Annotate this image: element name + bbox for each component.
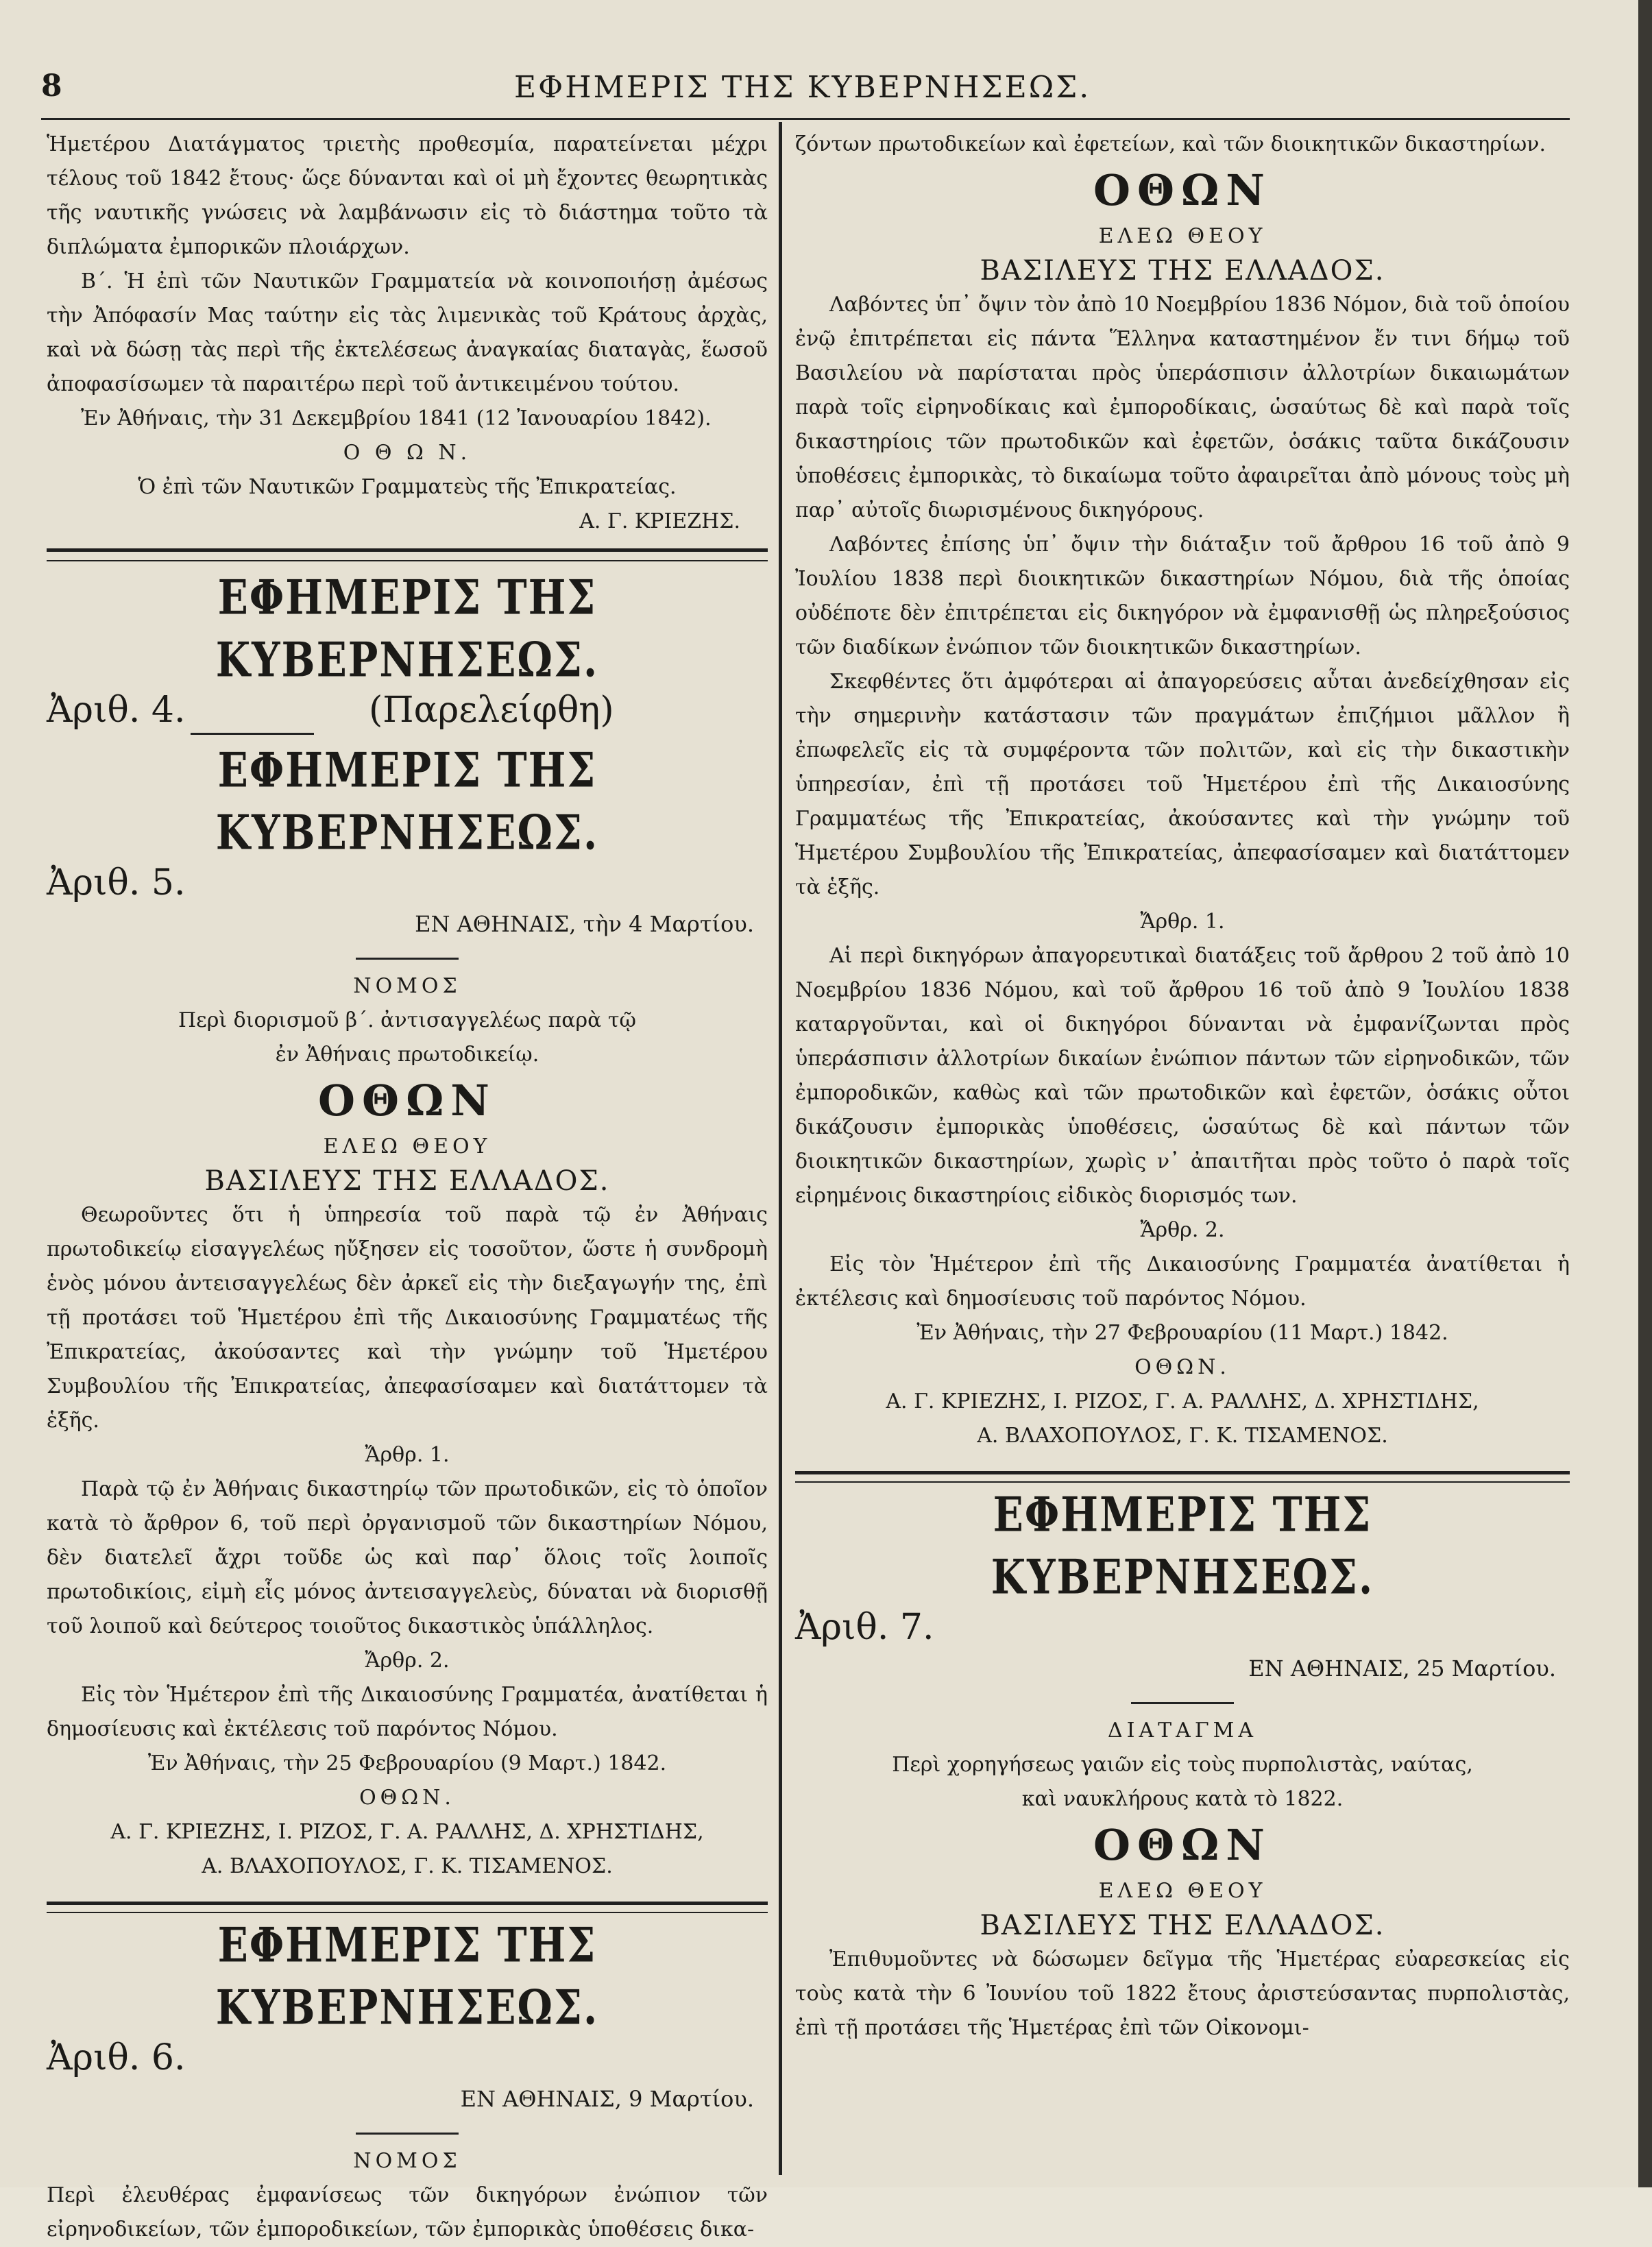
- article-2-text-6: Εἰς τὸν Ἡμέτερον ἐπὶ τῆς Δικαιοσύνης Γραμματέα ἀνατίθεται ἡ ἐκτέλεσις καὶ δημοσίευσις τοῦ παρόντος Νόμου.: [795, 1252, 1570, 1311]
- king-signature-6: ΟΘΩΝ.: [1134, 1355, 1230, 1379]
- masthead-7: ΕΦΗΜΕΡΙΣ ΤΗΣ ΚΥΒΕΡΝΗΣΕΩΣ.: [991, 1486, 1374, 1605]
- issue-number-4: Ἀριθ. 4.: [47, 690, 186, 731]
- king-title-6: ΒΑΣΙΛΕΥΣ ΤΗΣ ΕΛΛΑΔΟΣ.: [980, 255, 1385, 287]
- issue-7-line: [795, 1603, 1570, 1655]
- king-title-7: ΒΑΣΙΛΕΥΣ ΤΗΣ ΕΛΛΑΔΟΣ.: [980, 1910, 1385, 1941]
- short-rule: [191, 733, 314, 735]
- prev-paragraph: Ἡμετέρου Διατάγματος τριετὴς προθεσμία, παρατείνεται μέχρι τέλους τοῦ 1842 ἔτους· ὥςε δύνανται καὶ οἱ μὴ ἔχοντες θεωρητικὰς τῆς ναυτικῆς γνώσεις νὰ λαμβάνωσιν εἰς τὸ διάστημα τοῦτο τὰ διπλώματα ἐμπορικῶν πλοιάρχων.: [47, 132, 768, 259]
- issue-6-dateline: [47, 2086, 768, 2127]
- law-date-6: Ἐν Ἀθήναις, τὴν 27 Φεβρουαρίου (11 Μαρτ.) 1842.: [916, 1321, 1448, 1345]
- omitted-note: (Παρελείφθη): [369, 690, 614, 731]
- article-1-text-5: Παρὰ τῷ ἐν Ἀθήναις δικαστηρίῳ τῶν πρωτοδικῶν, εἰς τὸ ὁποῖον κατὰ τὸ ἄρθρον 6, τοῦ περὶ ὀργανισμοῦ τῶν δικαστηρίων Νόμου, δὲν διατελεῖ ἄχρι τοῦδε ὡς καὶ παρ᾽ ὅλοις τοῖς λοιποῖς πρωτοδικίοις, εἰμὴ εἷς μόνος ἀντεισαγγελεὺς, δύναται νὰ διορισθῇ τοῦ λοιποῦ καὶ δεύτερος τοιοῦτος δικαστικὸς ὑπάλληλος.: [47, 1477, 768, 1638]
- header-rule: [41, 118, 1570, 120]
- mid-rule: [1131, 1702, 1234, 1704]
- article-1-heading-5: Ἄρθρ. 1.: [365, 1443, 450, 1467]
- page-edge: [1638, 0, 1652, 2187]
- decree-body-7: Ἐπιθυμοῦντες νὰ δώσωμεν δεῖγμα τῆς Ἡμετέρας εὐαρεσκείας εἰς τοὺς κατὰ τὴν 6 Ἰουνίου τοῦ 1822 ἔτους ἀριστεύσαντας πυρπολιστὰς, ἐπὶ τῇ προτάσει τῆς Ἡμετέρας ἐπὶ τῶν Οἰκονομι-: [795, 1947, 1570, 2040]
- grace-of-god-6: ΕΛΕΩ ΘΕΟΥ: [1098, 224, 1267, 248]
- issue-6-date: ΕΝ ΑΘΗΝΑΙΣ, 9 Μαρτίου.: [460, 2086, 754, 2112]
- issue-5-date: ΕΝ ΑΘΗΝΑΙΣ, τὴν 4 Μαρτίου.: [415, 911, 754, 937]
- left-column: [47, 127, 768, 2247]
- signers-5a: Α. Γ. ΚΡΙΕΖΗΣ, Ι. ΡΙΖΟΣ, Γ. Α. ΡΑΛΛΗΣ, Δ. ΧΡΗΣΤΙΔΗΣ,: [110, 1820, 704, 1844]
- issue-7-dateline: [795, 1655, 1570, 1697]
- law-subject-5a: Περὶ διορισμοῦ β΄. ἀντισαγγελέως παρὰ τῷ: [178, 1008, 636, 1032]
- law-date-5: Ἐν Ἀθήναις, τὴν 25 Φεβρουαρίου (9 Μαρτ.) 1842.: [147, 1751, 667, 1775]
- page-header: [41, 69, 1570, 110]
- king-title-5: ΒΑΣΙΛΕΥΣ ΤΗΣ ΕΛΛΑΔΟΣ.: [204, 1165, 610, 1197]
- decree-subject-7b: καὶ ναυκλήρους κατὰ τὸ 1822.: [1021, 1787, 1344, 1811]
- issue-4-line: [47, 686, 768, 738]
- article-2-text-5: Εἰς τὸν Ἡμέτερον ἐπὶ τῆς Δικαιοσύνης Γραμματέα, ἀνατίθεται ἡ δημοσίευσις καὶ ἐκτέλεσις τοῦ παρόντος Νόμου.: [47, 1683, 768, 1741]
- decree-subject-7a: Περὶ χορηγήσεως γαιῶν εἰς τοὺς πυρπολιστὰς, ναύτας,: [892, 1753, 1473, 1777]
- issue-5-dateline: [47, 911, 768, 952]
- issue-7-date: ΕΝ ΑΘΗΝΑΙΣ, 25 Μαρτίου.: [1248, 1655, 1556, 1681]
- masthead-5: ΕΦΗΜΕΡΙΣ ΤΗΣ ΚΥΒΕΡΝΗΣΕΩΣ.: [215, 742, 599, 861]
- signers-6b: Α. ΒΛΑΧΟΠΟΥΛΟΣ, Γ. Κ. ΤΙΣΑΜΕΝΟΣ.: [977, 1424, 1388, 1448]
- king-name-7: ΟΘΩΝ: [1093, 1820, 1272, 1870]
- prev-role: Ὁ ἐπὶ τῶν Ναυτικῶν Γραμματεὺς τῆς Ἐπικρατείας.: [138, 475, 677, 499]
- signers-6a: Α. Γ. ΚΡΙΕΖΗΣ, Ι. ΡΙΖΟΣ, Γ. Α. ΡΑΛΛΗΣ, Δ. ΧΡΗΣΤΙΔΗΣ,: [886, 1389, 1479, 1413]
- prev-signature: Α. Γ. ΚΡΙΕΖΗΣ.: [579, 509, 740, 533]
- prev-date: Ἐν Ἀθήναις, τὴν 31 Δεκεμβρίου 1841 (12 Ἰανουαρίου 1842).: [81, 406, 712, 430]
- signers-5b: Α. ΒΛΑΧΟΠΟΥΛΟΣ, Γ. Κ. ΤΙΣΑΜΕΝΟΣ.: [202, 1854, 613, 1878]
- law-6-paragraph-2: Λαβόντες ἐπίσης ὑπ᾽ ὄψιν τὴν διάταξιν τοῦ ἄρθρου 16 τοῦ ἀπὸ 9 Ἰουλίου 1838 περὶ διοικητικῶν δικαστηρίων Νόμου, διὰ τῆς ὁποίας οὐδέποτε δὲν ἐπιτρέπεται εἰς δικηγόρον νὰ ἐμφανισθῇ ὡς πληρεξούσιος τῶν διαδίκων ἐνώπιον τῶν διοικητικῶν δικαστηρίων.: [795, 533, 1570, 659]
- decree-heading-7: ΔΙΑΤΑΓΜΑ: [1107, 1718, 1258, 1742]
- section-separator: [47, 1902, 768, 1913]
- issue-number-6: Ἀριθ. 6.: [47, 2037, 186, 2078]
- article-1-heading-6: Ἄρθρ. 1.: [1140, 910, 1225, 934]
- issue-number-7: Ἀριθ. 7.: [795, 1607, 934, 1648]
- law-body-5: Θεωροῦντες ὅτι ἡ ὑπηρεσία τοῦ παρὰ τῷ ἐν Ἀθήναις πρωτοδικείῳ εἰσαγγελέως ηὔξησεν εἰς τοσοῦτον, ὥστε ἡ συνδρομὴ ἑνὸς μόνου ἀντεισαγγελέως δὲν ἀρκεῖ εἰς τὴν διεξαγωγήν της, ἐπὶ τῇ προτάσει τοῦ Ἡμετέρου ἐπὶ τῆς Δικαιοσύνης Γραμματέως τῆς Ἐπικρατείας, ἀκούσαντες καὶ τὴν γνώμην τοῦ Ἡμετέρου Συμβουλίου τῆς Ἐπικρατείας, ἀπεφασίσαμεν καὶ διατάττομεν τὰ ἑξῆς.: [47, 1203, 768, 1433]
- page-title: ΕΦΗΜΕΡΙΣ ΤΗΣ ΚΥΒΕΡΝΗΣΕΩΣ.: [514, 70, 1091, 105]
- king-name-5: ΟΘΩΝ: [318, 1076, 496, 1126]
- mid-rule: [356, 958, 459, 960]
- king-signature-5: ΟΘΩΝ.: [359, 1786, 455, 1810]
- law-6-paragraph-3: Σκεφθέντες ὅτι ἀμφότεραι αἱ ἀπαγορεύσεις αὗται ἀνεδείχθησαν εἰς τὴν σημερινὴν κατάστασιν τῶν πραγμάτων ἐπιζήμιοι μᾶλλον ἢ ἐπωφελεῖς εἰς τὰ συμφέροντα τῶν πολιτῶν, καὶ εἰς τὴν δικαστικὴν ὑπηρεσίαν, ἐπὶ τῇ προτάσει τοῦ Ἡμετέρου ἐπὶ τῆς Δικαιοσύνης Γραμματέως τῆς Ἐπικρατείας, ἀκούσαντες καὶ τὴν γνώμην τοῦ Ἡμετέρου Συμβουλίου τῆς Ἐπικρατείας, ἀπεφασίσαμεν καὶ διατάττομεν τὰ ἑξῆς.: [795, 670, 1570, 899]
- masthead-6: ΕΦΗΜΕΡΙΣ ΤΗΣ ΚΥΒΕΡΝΗΣΕΩΣ.: [215, 1917, 599, 2036]
- prev-paragraph-b: Β΄. Ἡ ἐπὶ τῶν Ναυτικῶν Γραμματεία νὰ κοινοποιήσῃ ἀμέσως τὴν Ἀπόφασίν Μας ταύτην εἰς τὰς λιμενικὰς τοῦ Κράτους ἀρχὰς, καὶ νὰ δώσῃ τὰς περὶ τῆς ἐκτελέσεως ἀναγκαίας διαταγὰς, ἕωσοῦ ἀποφασίσωμεν τὰ παραιτέρω περὶ τοῦ ἀντικειμένου τούτου.: [47, 269, 768, 396]
- article-1-text-6: Αἱ περὶ δικηγόρων ἀπαγορευτικαὶ διατάξεις τοῦ ἄρθρου 2 τοῦ ἀπὸ 10 Νοεμβρίου 1836 Νόμου, καὶ τοῦ ἄρθρου 16 τοῦ ἀπὸ 9 Ἰουλίου 1838 καταργοῦνται, καὶ οἱ δικηγόροι δύνανται νὰ ἐμφανίζωνται πρὸς ὑπεράσπισιν ἀλλοτρίων δικαίων ἐνώπιον πάντων τῶν εἰρηνοδικῶν, τῶν ἐμποροδικῶν, καθὼς καὶ τῶν πρωτοδικῶν καὶ ἐφετῶν, ὁσάκις οὗτοι δικάζουσιν ἐμπορικὰς ὑποθέσεις, ὡσαύτως δὲ καὶ πάντων τῶν διοικητικῶν δικαστηρίων, χωρὶς ν᾽ ἀπαιτῆται πρὸς τοῦτο ὁ παρὰ τοῖς εἰρημένοις δικαστηρίοις εἰδικὸς διορισμός των.: [795, 944, 1570, 1208]
- king-name-6: ΟΘΩΝ: [1093, 165, 1272, 215]
- page-number: 8: [41, 69, 62, 104]
- article-2-heading-5: Ἄρθρ. 2.: [365, 1649, 450, 1673]
- law-heading-5: ΝΟΜΟΣ: [353, 974, 461, 998]
- mid-rule: [356, 2133, 459, 2135]
- section-separator: [47, 548, 768, 561]
- issue-6-line: [47, 2034, 768, 2086]
- prev-otho: Ο Θ Ω Ν.: [343, 441, 472, 465]
- masthead-4: ΕΦΗΜΕΡΙΣ ΤΗΣ ΚΥΒΕΡΝΗΣΕΩΣ.: [215, 569, 599, 688]
- law-heading-6: ΝΟΜΟΣ: [353, 2149, 461, 2173]
- grace-of-god-5: ΕΛΕΩ ΘΕΟΥ: [323, 1134, 491, 1158]
- issue-number-5: Ἀριθ. 5.: [47, 862, 186, 903]
- article-2-heading-6: Ἄρθρ. 2.: [1140, 1218, 1225, 1242]
- law-subject-5b: ἐν Ἀθήναις πρωτοδικείῳ.: [275, 1043, 539, 1067]
- law-subject-6: Περὶ ἐλευθέρας ἐμφανίσεως τῶν δικηγόρων ἐνώπιον τῶν εἰρηνοδικείων, τῶν ἐμποροδικείων, τῶν ἐμπορικὰς ὑποθέσεις δικα-: [47, 2183, 768, 2242]
- issue-5-line: [47, 859, 768, 911]
- continued-subject: ζόντων πρωτοδικείων καὶ ἐφετείων, καὶ τῶν διοικητικῶν δικαστηρίων.: [795, 132, 1546, 156]
- section-separator: [795, 1471, 1570, 1483]
- right-column: [795, 127, 1570, 2045]
- column-divider: [779, 122, 782, 2175]
- grace-of-god-7: ΕΛΕΩ ΘΕΟΥ: [1098, 1879, 1267, 1903]
- law-6-paragraph-1: Λαβόντες ὑπ᾽ ὄψιν τὸν ἀπὸ 10 Νοεμβρίου 1836 Νόμον, διὰ τοῦ ὁποίου ἐνῷ ἐπιτρέπεται εἰς πάντα Ἕλληνα καταστημένον ἔν τινι δήμῳ τοῦ Βασιλείου νὰ παρίσταται πρὸς ὑπεράσπισιν ἀλλοτρίων δικαιωμάτων παρὰ τοῖς εἰρηνοδίκαις καὶ ἐμποροδίκαις, ὡσαύτως δὲ καὶ παρὰ τοῖς δικαστηρίοις τῶν πρωτοδικῶν καὶ ἐφετῶν, ὁσάκις ταῦτα δικάζουσιν ὑποθέσεις ἐμπορικὰς, τὸ δικαίωμα τοῦτο ἀφαιρεῖται ἀπὸ μόνους τοὺς μὴ παρ᾽ αὐτοῖς διωρισμένους δικηγόρους.: [795, 293, 1570, 522]
